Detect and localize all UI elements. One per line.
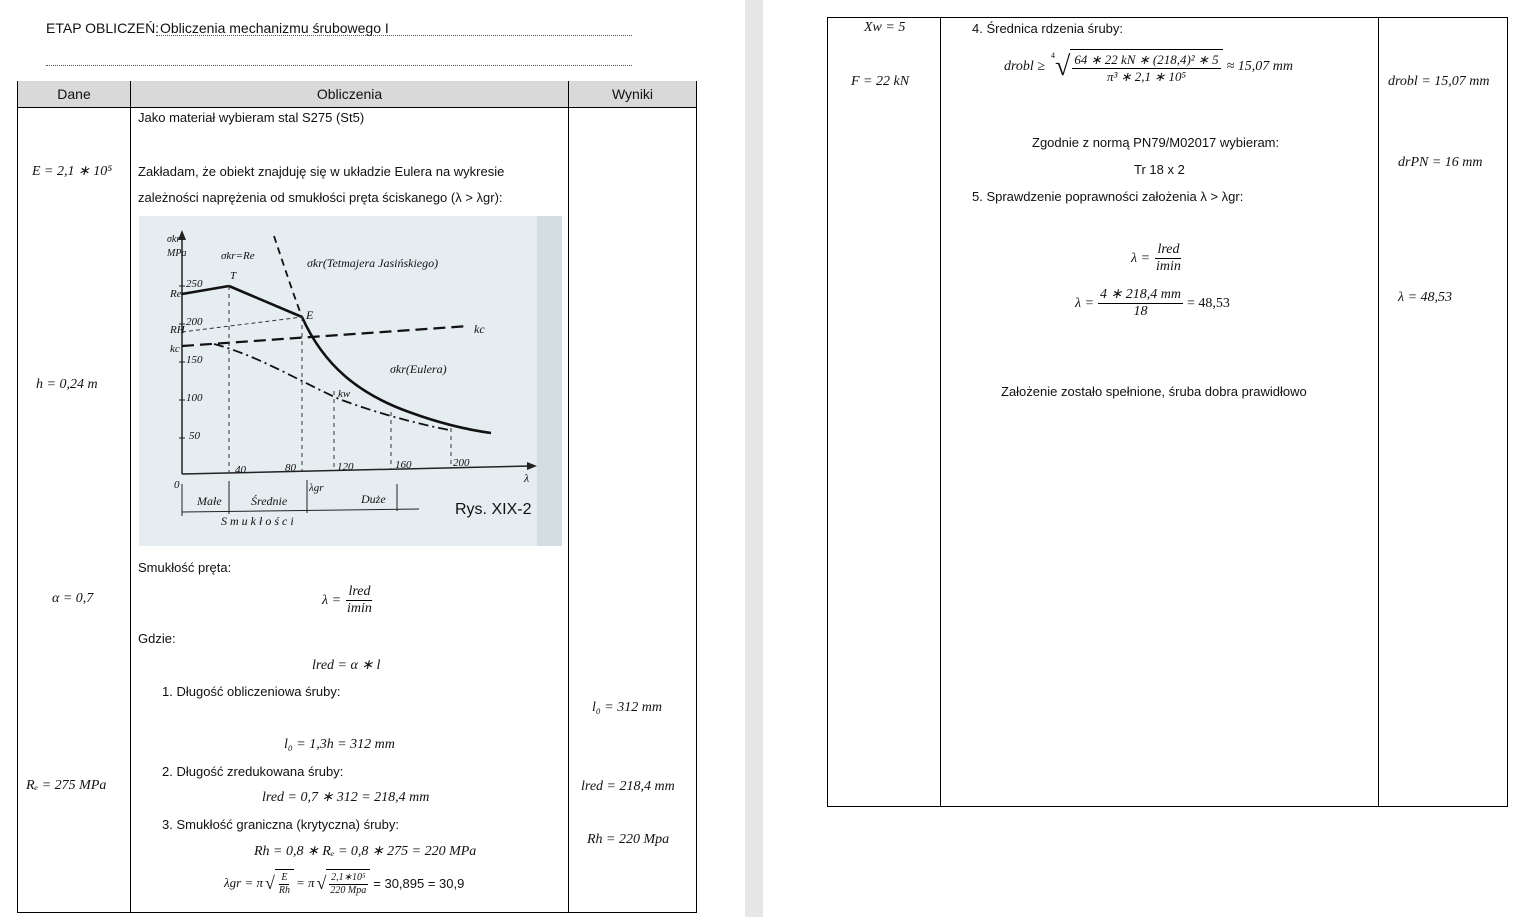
result-drpn: drPN = 16 mm: [1398, 155, 1483, 170]
lgr-frac-2: [328, 872, 368, 897]
lambda-den: imin: [347, 601, 372, 616]
given-Re: Rₑ = 275 MPa: [26, 778, 107, 793]
given-f: F = 22 kN: [851, 74, 910, 89]
fig-tick-y: 100: [186, 392, 203, 404]
lred-equation: lred = α ∗ l: [312, 658, 381, 673]
l0-equation: l₀ = 1,3h = 312 mm: [284, 737, 395, 752]
item-1-label: 1. Długość obliczeniowa śruby:: [162, 684, 341, 699]
col-header-wyniki: Wyniki: [569, 81, 696, 108]
root-index: 4: [1051, 51, 1056, 60]
col-header-dane: Dane: [18, 81, 130, 108]
assumption-text-2: zależności naprężenia od smukłości pręta ściskanego (λ > λgr):: [138, 190, 503, 205]
d-lhs: drobl ≥: [1004, 59, 1046, 74]
assumption-text-1: Zakładam, że obiekt znajduję się w układzie Eulera na wykresie: [138, 164, 505, 179]
d-num: 64 ∗ 22 kN ∗ (218,4)² ∗ 5: [1074, 52, 1219, 67]
lambda-calc-fraction: [1098, 287, 1183, 320]
diameter-formula: [1004, 49, 1293, 85]
fig-label-kc-right: kc: [474, 322, 485, 336]
lambda-formula: [322, 584, 374, 617]
given-E: E = 2,1 ∗ 10⁵: [32, 164, 113, 179]
lambda-lhs: λ =: [1131, 250, 1151, 266]
sqrt-sign: √: [316, 872, 327, 893]
fig-label-male: Małe: [197, 494, 222, 508]
fig-label-kw: kw: [338, 388, 351, 400]
page-separator: [745, 0, 763, 917]
sqrt-sign: √: [264, 872, 275, 893]
lgr-frac-2-num: 2,1∗10⁵: [331, 872, 366, 883]
etap-label: ETAP OBLICZEŃ:: [46, 20, 160, 36]
col-divider: [130, 81, 131, 913]
fig-label-lambda: λ: [524, 471, 530, 485]
lgr-frac-1: [277, 872, 292, 897]
fig-label-tetmajer: σkr(Tetmajera Jasińskiego): [307, 256, 439, 270]
lambda-gr-equation: [224, 869, 464, 897]
fig-label-re: Re: [170, 288, 182, 300]
fig-tick-y: 50: [189, 430, 200, 442]
sqrt-body: [275, 869, 294, 897]
result-l0: l₀ = 312 mm: [592, 700, 662, 715]
fig-tick-x: 80: [285, 462, 296, 474]
d-fraction: [1072, 52, 1220, 85]
fig-label-smuklosci: S m u k ł o ś c i: [221, 514, 294, 528]
lgr-result: = 30,895 = 30,9: [373, 875, 465, 891]
lambda-formula-2: [1131, 242, 1183, 275]
lambda-lhs: λ =: [1075, 295, 1095, 311]
fig-label-euler: σkr(Eulera): [390, 362, 447, 376]
fig-label-t: T: [230, 270, 237, 282]
d-den: π³ ∗ 2,1 ∗ 10⁵: [1107, 69, 1186, 84]
fig-tick-x: 160: [395, 459, 412, 471]
lgr-frac-1-num: E: [281, 872, 288, 883]
result-rh: Rh = 220 Mpa: [587, 832, 670, 847]
col-divider: [568, 81, 569, 913]
fig-label-duze: Duże: [361, 492, 386, 506]
fig-tick-y: 250: [186, 278, 203, 290]
document-page-2: [763, 0, 1520, 917]
lambda-fraction: [345, 584, 374, 617]
fig-label-sigma-re: σkr=Re: [221, 250, 255, 262]
result-drobl: drobl = 15,07 mm: [1388, 74, 1490, 89]
fig-label-kc: kc: [170, 343, 180, 355]
dotted-line: [156, 35, 632, 36]
item-4-label: 4. Średnica rdzenia śruby:: [972, 21, 1124, 36]
material-text: Jako materiał wybieram stal S275 (St5): [138, 110, 365, 125]
gdzie-label: Gdzie:: [138, 631, 176, 646]
dotted-line: [46, 65, 632, 66]
given-xw: Xw = 5: [864, 20, 906, 35]
rh-equation: Rh = 0,8 ∗ Rₑ = 0,8 ∗ 275 = 220 MPa: [254, 844, 477, 859]
given-h: h = 0,24 m: [36, 377, 98, 392]
item-5-label: 5. Sprawdzenie poprawności założenia λ > λgr:: [972, 189, 1244, 204]
d-result: ≈ 15,07 mm: [1226, 59, 1293, 74]
lambda-calc-den: 18: [1133, 304, 1148, 319]
result-lred: lred = 218,4 mm: [581, 779, 675, 794]
fig-caption: Rys. XIX-2: [455, 501, 532, 518]
lambda-calc-result: = 48,53: [1186, 295, 1230, 311]
smuklosc-label: Smukłość pręta:: [138, 560, 232, 575]
fig-tick-y: 150: [186, 354, 203, 366]
item-3-label: 3. Smukłość graniczna (krytyczna) śruby:: [162, 817, 399, 832]
lambda-den: imin: [1156, 259, 1181, 274]
fig-y-unit-2: MPa: [167, 248, 187, 259]
col-divider: [940, 17, 941, 807]
given-alpha: α = 0,7: [52, 591, 94, 606]
lambda-lhs: λ =: [322, 592, 342, 608]
lgr-mid: = π: [295, 875, 315, 890]
col-divider: [1378, 17, 1379, 807]
buckling-diagram-figure: [139, 216, 562, 546]
lgr-frac-2-den: 220 Mpa: [330, 885, 367, 896]
fig-zero: 0: [174, 479, 180, 491]
item-2-label: 2. Długość zredukowana śruby:: [162, 764, 344, 779]
lambda-calc-num: 4 ∗ 218,4 mm: [1100, 287, 1181, 302]
lgr-frac-1-den: Rh: [278, 885, 290, 896]
col-header-obliczenia: Obliczenia: [131, 81, 568, 108]
thread-designation: Tr 18 x 2: [1134, 162, 1185, 177]
sqrt-body: [326, 869, 370, 897]
fig-y-unit-1: σkr: [167, 234, 181, 245]
fig-tick-x: 120: [337, 461, 354, 473]
fig-label-srednie: Średnie: [251, 494, 288, 508]
document-page-1: [0, 0, 745, 917]
lambda-num: lred: [348, 584, 371, 599]
fig-label-e: E: [306, 308, 314, 322]
fig-label-lambda-gr: λgr: [309, 482, 324, 494]
sqrt-sign: √: [1055, 51, 1071, 82]
result-lambda: λ = 48,53: [1398, 290, 1453, 305]
etap-value: Obliczenia mechanizmu śrubowego I: [160, 20, 389, 36]
fig-tick-x: 40: [235, 464, 246, 476]
norm-text: Zgodnie z normą PN79/M02017 wybieram:: [1032, 135, 1280, 150]
lred-calculation: lred = 0,7 ∗ 312 = 218,4 mm: [262, 790, 430, 805]
lgr-lhs: λgr = π: [224, 875, 263, 890]
fig-tick-x: 200: [453, 457, 470, 469]
fig-label-rh: RH: [170, 324, 185, 336]
sqrt-body: [1070, 49, 1222, 85]
fig-tick-y: 200: [186, 316, 203, 328]
lambda-num: lred: [1157, 242, 1180, 257]
lambda-calc: [1075, 287, 1230, 320]
lambda-fraction: [1154, 242, 1183, 275]
conclusion-text: Założenie zostało spełnione, śruba dobra prawidłowo: [1001, 384, 1307, 399]
